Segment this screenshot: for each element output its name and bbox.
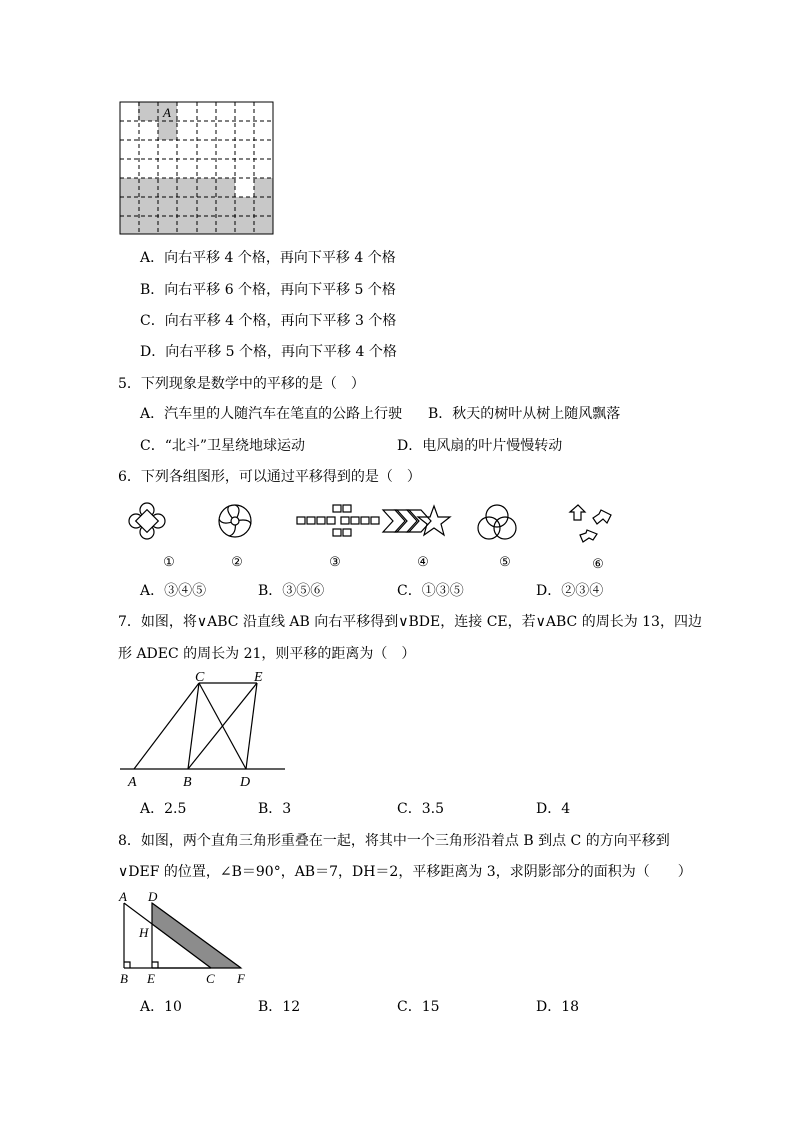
q8-option-b: B．12 xyxy=(258,999,301,1015)
q5-option-b: B．秋天的树叶从树上随风飘落 xyxy=(428,406,621,422)
q7-option-d: D．4 xyxy=(536,801,571,817)
q6-option-d: D．②③④ xyxy=(536,583,604,599)
q5-option-a: A．汽车里的人随汽车在笔直的公路上行驶 xyxy=(140,406,403,422)
q6-option-c: C．①③⑤ xyxy=(397,583,464,599)
q5-option-c: C．“北斗”卫星绕地球运动 xyxy=(140,438,306,454)
q7-point-b: B xyxy=(183,775,192,790)
q8-point-e: E xyxy=(147,971,155,986)
figure-4-label: ④ xyxy=(417,554,429,569)
q8-stem-line2: ∨DEF 的位置，∠B＝90°，AB＝7，DH＝2，平移距离为 3，求阴影部分的面积为（ ） xyxy=(118,864,692,880)
q8-stem-line1: 8．如图，两个直角三角形重叠在一起，将其中一个三角形沿着点 B 到点 C 的方向平移到 xyxy=(118,833,670,849)
figure-2-label: ② xyxy=(231,554,243,569)
q8-point-c: C xyxy=(206,971,215,986)
figure-5-circles-icon xyxy=(478,505,516,539)
q5-option-d: D．电风扇的叶片慢慢转动 xyxy=(397,438,563,454)
q8-option-c: C．15 xyxy=(397,999,440,1015)
q7-point-e: E xyxy=(254,670,263,685)
q7-point-a: A xyxy=(128,775,137,790)
q4-option-b: B．向右平移 6 个格，再向下平移 5 个格 xyxy=(140,282,396,298)
q8-point-h: H xyxy=(139,925,149,940)
q8-figure xyxy=(115,888,255,988)
figure-1-clover-icon xyxy=(129,503,165,539)
q7-option-b: B．3 xyxy=(258,801,292,817)
q8-point-a: A xyxy=(119,889,127,904)
q4-option-d: D．向右平移 5 个格，再向下平移 4 个格 xyxy=(140,344,397,360)
q6-option-b: B．③⑤⑥ xyxy=(258,583,325,599)
q7-option-a: A．2.5 xyxy=(140,801,187,817)
figure-3-squares-icon xyxy=(297,505,379,536)
figure-3-label: ③ xyxy=(329,554,341,569)
q7-point-c: C xyxy=(195,670,205,685)
q5-stem: 5．下列现象是数学中的平移的是（ ） xyxy=(118,376,365,392)
q6-option-a: A．③④⑤ xyxy=(140,583,207,599)
q8-option-a: A．10 xyxy=(140,999,182,1015)
figure-1-label: ① xyxy=(163,554,175,569)
figure-5-label: ⑤ xyxy=(499,554,511,569)
q4-grid-figure xyxy=(118,100,278,236)
figure-6-label: ⑥ xyxy=(592,556,604,571)
q6-stem: 6．下列各组图形，可以通过平移得到的是（ ） xyxy=(118,469,421,485)
q8-option-d: D．18 xyxy=(536,999,580,1015)
q7-option-c: C．3.5 xyxy=(397,801,444,817)
q7-stem-line2: 形 ADEC 的周长为 21，则平移的距离为（ ） xyxy=(118,646,416,662)
q7-point-d: D xyxy=(240,775,251,790)
q8-point-d: D xyxy=(148,889,158,904)
q7-stem-line1: 7．如图，将∨ABC 沿直线 AB 向右平移得到∨BDE，连接 CE，若∨ABC 的周长为 13，四边 xyxy=(118,614,702,630)
figure-4-chevron-star-icon xyxy=(383,506,450,535)
q8-point-b: B xyxy=(120,971,128,986)
grid-point-a: A xyxy=(163,105,171,120)
figure-6-recycle-icon xyxy=(570,505,611,542)
figure-2-flower-icon xyxy=(219,505,251,537)
q4-option-a: A．向右平移 4 个格，再向下平移 4 个格 xyxy=(140,250,396,266)
q7-figure xyxy=(115,666,290,791)
q6-figures xyxy=(125,496,645,572)
q8-point-f: F xyxy=(237,971,245,986)
q4-option-c: C．向右平移 4 个格，再向下平移 3 个格 xyxy=(140,313,397,329)
